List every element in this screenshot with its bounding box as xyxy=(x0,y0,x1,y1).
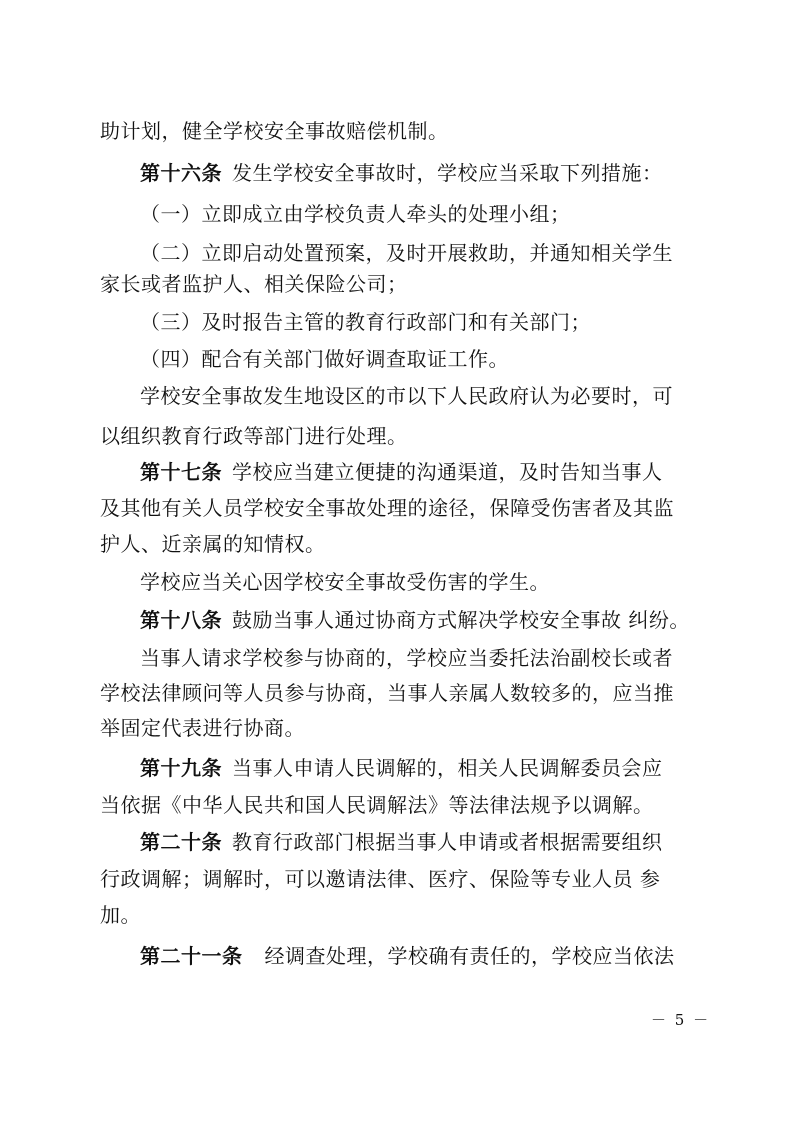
text-line xyxy=(140,383,673,409)
text-line xyxy=(140,201,571,227)
line-text: 经调查处理，学校确有责任的，学校应当依法 xyxy=(264,944,675,968)
article-16-line xyxy=(140,160,663,186)
article-label: 第十七条 xyxy=(140,460,222,484)
article-label: 第二十条 xyxy=(140,830,222,854)
article-17-line xyxy=(140,459,663,485)
line-text: 行政调解；调解时，可以邀请法律、医疗、保险等专业人员 参 xyxy=(100,867,661,891)
line-text: 鼓励当事人通过协商方式解决学校安全事故 纠纷。 xyxy=(232,608,690,632)
line-text: 护人、近亲属的知情权。 xyxy=(100,532,326,556)
article-21-line xyxy=(140,943,675,969)
line-text: 发生学校安全事故时，学校应当采取下列措施： xyxy=(232,161,663,185)
article-label: 第十九条 xyxy=(140,756,222,780)
article-label: 第十六条 xyxy=(140,161,222,185)
text-line xyxy=(100,531,326,557)
text-line xyxy=(100,118,449,144)
text-line xyxy=(140,569,550,595)
text-line xyxy=(140,645,673,671)
text-line xyxy=(100,271,408,297)
line-text: 学校法律顾问等人员参与协商，当事人亲属人数较多的，应当推 xyxy=(100,681,674,705)
article-19-line xyxy=(140,755,663,781)
text-line xyxy=(100,715,305,741)
line-text: 举固定代表进行协商。 xyxy=(100,716,305,740)
text-line xyxy=(100,866,660,892)
text-line xyxy=(100,792,654,818)
line-text: 助计划，健全学校安全事故赔偿机制。 xyxy=(100,119,449,143)
line-text: 家长或者监护人、相关保险公司； xyxy=(100,272,408,296)
line-text: （二）立即启动处置预案，及时开展救助，并通知相关学生 xyxy=(140,241,673,265)
line-text: 加。 xyxy=(100,903,141,927)
text-line xyxy=(100,902,141,928)
line-text: 以组织教育行政等部门进行处理。 xyxy=(100,424,408,448)
text-line xyxy=(140,346,509,372)
line-text: 及其他有关人员学校安全事故处理的途径，保障受伤害者及其监 xyxy=(100,496,674,520)
text-line xyxy=(100,680,674,706)
line-text: （一）立即成立由学校负责人牵头的处理小组； xyxy=(140,202,571,226)
line-text: 学校应当建立便捷的沟通渠道，及时告知当事人 xyxy=(232,460,663,484)
article-20-line xyxy=(140,829,663,855)
article-label: 第十八条 xyxy=(140,608,222,632)
page-number: － 5 － xyxy=(651,1011,711,1029)
line-text: 当依据《中华人民共和国人民调解法》等法律法规予以调解。 xyxy=(100,793,654,817)
line-text: 教育行政部门根据当事人申请或者根据需要组织 xyxy=(232,830,663,854)
line-text: 当事人申请人民调解的，相关人民调解委员会应 xyxy=(232,756,663,780)
line-text: 学校应当关心因学校安全事故受伤害的学生。 xyxy=(140,570,550,594)
text-line xyxy=(140,309,591,335)
article-18-line xyxy=(140,607,690,633)
text-line xyxy=(100,495,674,521)
text-line xyxy=(140,240,673,266)
article-label: 第二十一条 xyxy=(140,944,243,968)
line-text: （三）及时报告主管的教育行政部门和有关部门； xyxy=(140,310,591,334)
line-text: 学校安全事故发生地设区的市以下人民政府认为必要时，可 xyxy=(140,384,673,408)
line-text: 当事人请求学校参与协商的，学校应当委托法治副校长或者 xyxy=(140,646,673,670)
text-line xyxy=(100,423,408,449)
line-text: （四）配合有关部门做好调查取证工作。 xyxy=(140,347,509,371)
